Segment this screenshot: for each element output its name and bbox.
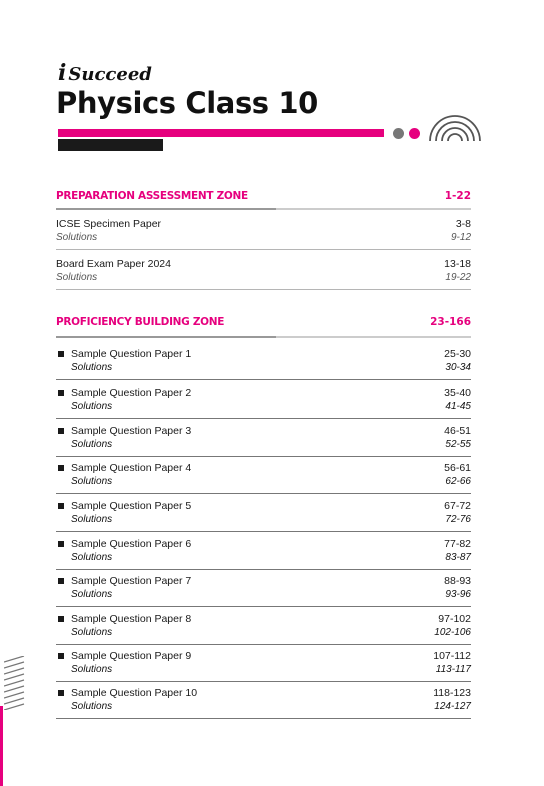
paper-divider — [56, 531, 471, 532]
bullet-icon — [58, 690, 64, 696]
entry-name: ICSE Specimen Paper — [56, 218, 162, 230]
bullet-icon — [58, 503, 64, 509]
paper-divider — [56, 456, 471, 457]
entry-pages: 3-8 — [455, 218, 471, 230]
brand-logo-i: i — [58, 60, 67, 86]
entry-pages: 13-18 — [444, 258, 471, 270]
toc-entry[interactable] — [56, 218, 471, 250]
paper-pages: 35-40 — [444, 387, 471, 399]
paper-solutions-label: Solutions — [71, 514, 113, 525]
paper-divider — [56, 718, 471, 719]
paper-solution-pages: 93-96 — [445, 589, 471, 600]
paper-solution-pages: 102-106 — [434, 627, 471, 638]
paper-solution-pages: 83-87 — [445, 552, 471, 563]
paper-name: Sample Question Paper 2 — [71, 387, 192, 399]
zone-heading-preparation — [56, 190, 471, 204]
brand-logo — [58, 60, 152, 86]
paper-divider — [56, 681, 471, 682]
paper-divider — [56, 493, 471, 494]
paper-solutions-label: Solutions — [71, 552, 113, 563]
paper-entry[interactable] — [56, 425, 471, 457]
paper-divider — [56, 569, 471, 570]
entry-solutions-label: Solutions — [56, 232, 98, 243]
bullet-icon — [58, 541, 64, 547]
paper-solution-pages: 124-127 — [434, 701, 471, 712]
paper-name: Sample Question Paper 4 — [71, 462, 192, 474]
accent-bar — [58, 129, 384, 137]
paper-entry[interactable] — [56, 575, 471, 607]
zone-underline-right — [276, 336, 471, 338]
zone-pages: 23-166 — [430, 316, 471, 328]
concentric-arcs-icon — [424, 108, 486, 142]
paper-divider — [56, 418, 471, 419]
paper-pages: 88-93 — [444, 575, 471, 587]
gray-dot-decoration — [393, 128, 404, 139]
paper-divider — [56, 644, 471, 645]
zone-pages: 1-22 — [444, 190, 471, 202]
paper-name: Sample Question Paper 8 — [71, 613, 192, 625]
paper-solutions-label: Solutions — [71, 362, 113, 373]
paper-name: Sample Question Paper 6 — [71, 538, 192, 550]
zone-underline — [56, 208, 276, 210]
paper-pages: 107-112 — [433, 650, 471, 662]
side-accent-stripe — [0, 706, 3, 786]
pink-dot-decoration — [409, 128, 420, 139]
zone-label: PROFICIENCY BUILDING ZONE — [56, 316, 225, 328]
entry-divider — [56, 289, 471, 290]
paper-pages: 46-51 — [444, 425, 471, 437]
paper-solution-pages: 72-76 — [445, 514, 471, 525]
paper-name: Sample Question Paper 10 — [71, 687, 198, 699]
paper-entry[interactable] — [56, 462, 471, 494]
zone-underline — [56, 336, 276, 338]
paper-divider — [56, 379, 471, 380]
bullet-icon — [58, 428, 64, 434]
paper-entry[interactable] — [56, 387, 471, 419]
hatch-pattern-decoration — [4, 656, 26, 710]
paper-solutions-label: Solutions — [71, 664, 113, 675]
paper-entry[interactable] — [56, 348, 471, 380]
bullet-icon — [58, 351, 64, 357]
paper-divider — [56, 606, 471, 607]
brand-logo-text: Succeed — [68, 64, 152, 85]
entry-name: Board Exam Paper 2024 — [56, 258, 171, 270]
paper-name: Sample Question Paper 3 — [71, 425, 192, 437]
paper-solution-pages: 30-34 — [445, 362, 471, 373]
paper-solutions-label: Solutions — [71, 401, 113, 412]
paper-solutions-label: Solutions — [71, 627, 113, 638]
zone-underline-right — [276, 208, 471, 210]
paper-name: Sample Question Paper 5 — [71, 500, 192, 512]
paper-entry[interactable] — [56, 538, 471, 570]
paper-solutions-label: Solutions — [71, 439, 113, 450]
bullet-icon — [58, 653, 64, 659]
paper-solution-pages: 62-66 — [445, 476, 471, 487]
bullet-icon — [58, 390, 64, 396]
entry-solutions-label: Solutions — [56, 272, 98, 283]
paper-solution-pages: 113-117 — [435, 664, 471, 675]
zone-heading-proficiency — [56, 316, 471, 330]
entry-solution-pages: 9-12 — [450, 232, 471, 243]
paper-pages: 67-72 — [444, 500, 471, 512]
paper-pages: 25-30 — [444, 348, 471, 360]
paper-entry[interactable] — [56, 650, 471, 682]
toc-entry[interactable] — [56, 258, 471, 290]
paper-pages: 97-102 — [438, 613, 471, 625]
paper-entry[interactable] — [56, 687, 471, 719]
paper-entry[interactable] — [56, 500, 471, 532]
paper-entry[interactable] — [56, 613, 471, 645]
bullet-icon — [58, 578, 64, 584]
paper-pages: 118-123 — [433, 687, 471, 699]
paper-solution-pages: 41-45 — [445, 401, 471, 412]
paper-solutions-label: Solutions — [71, 589, 113, 600]
paper-pages: 56-61 — [444, 462, 471, 474]
paper-name: Sample Question Paper 9 — [71, 650, 192, 662]
paper-name: Sample Question Paper 1 — [71, 348, 192, 360]
bullet-icon — [58, 465, 64, 471]
paper-solution-pages: 52-55 — [445, 439, 471, 450]
bullet-icon — [58, 616, 64, 622]
entry-solution-pages: 19-22 — [445, 272, 471, 283]
paper-solutions-label: Solutions — [71, 476, 113, 487]
paper-solutions-label: Solutions — [71, 701, 113, 712]
zone-label: PREPARATION ASSESSMENT ZONE — [56, 190, 248, 202]
paper-pages: 77-82 — [444, 538, 471, 550]
entry-divider — [56, 249, 471, 250]
dark-bar — [58, 139, 163, 151]
paper-name: Sample Question Paper 7 — [71, 575, 192, 587]
page-title: Physics Class 10 — [56, 86, 318, 120]
